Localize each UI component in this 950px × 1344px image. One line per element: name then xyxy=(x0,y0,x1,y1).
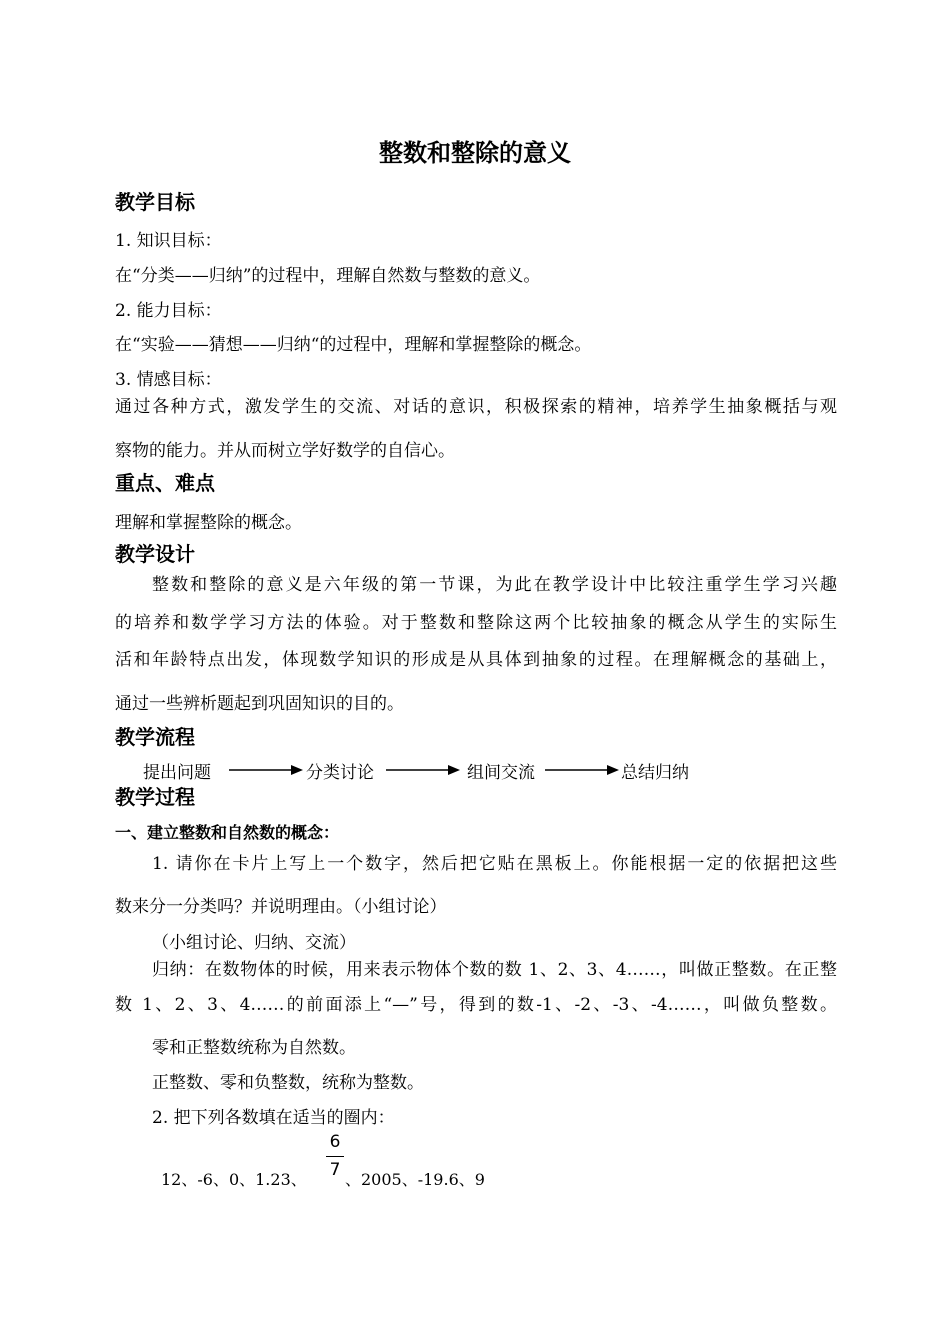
part-1-title: 一、建立整数和自然数的概念： xyxy=(115,823,340,842)
design-heading: 教学设计 xyxy=(115,542,195,566)
fraction-bar xyxy=(326,1156,344,1157)
question-1-line-1: 1. 请你在卡片上写上一个数字，然后把它贴在黑板上。你能根据一定的依据把这些 xyxy=(152,854,837,874)
knowledge-goal-text: 在“分类——归纳”的过程中，理解自然数与整数的意义。 xyxy=(115,266,541,286)
design-line-4: 通过一些辨析题起到巩固知识的目的。 xyxy=(115,694,404,714)
numbers-list-end: 、2005、-19.6、9 xyxy=(345,1170,485,1189)
fraction xyxy=(326,1132,344,1180)
flow-heading: 教学流程 xyxy=(115,725,195,749)
flow-arrow-icon xyxy=(229,763,303,777)
activity-note: （小组讨论、归纳、交流） xyxy=(152,933,356,953)
fraction-denominator: 7 xyxy=(329,1160,341,1180)
flow-step-2: 分类讨论 xyxy=(306,763,374,783)
emotion-goal-line-1: 通过各种方式，激发学生的交流、对话的意识，积极探索的精神，培养学生抽象概括与观 xyxy=(115,397,837,417)
key-points-text: 理解和掌握整除的概念。 xyxy=(115,513,302,533)
key-points-heading: 重点、难点 xyxy=(115,471,215,495)
page-title: 整数和整除的意义 xyxy=(379,139,571,167)
integer-definition: 正整数、零和负整数，统称为整数。 xyxy=(152,1073,424,1093)
question-1-line-2: 数来分一分类吗？并说明理由。（小组讨论） xyxy=(115,897,447,917)
ability-goal-label: 2. 能力目标： xyxy=(115,301,222,321)
flow-arrow-icon xyxy=(386,763,460,777)
process-heading: 教学过程 xyxy=(115,785,195,809)
flow-step-1: 提出问题 xyxy=(143,763,211,783)
summary-line-2: 数 1、2、3、4……的前面添上“—”号，得到的数-1、-2、-3、-4……，叫做负整数。 xyxy=(115,995,837,1015)
design-line-1: 整数和整除的意义是六年级的第一节课，为此在教学设计中比较注重学生学习兴趣 xyxy=(152,575,837,595)
design-line-2: 的培养和数学学习方法的体验。对于整数和整除这两个比较抽象的概念从学生的实际生 xyxy=(115,613,837,633)
ability-goal-text: 在“实验——猜想——归纳“的过程中，理解和掌握整除的概念。 xyxy=(115,335,592,355)
question-2: 2. 把下列各数填在适当的圈内： xyxy=(152,1108,395,1128)
goals-heading: 教学目标 xyxy=(115,190,195,214)
emotion-goal-line-2: 察物的能力。并从而树立学好数学的自信心。 xyxy=(115,441,455,461)
design-line-3: 活和年龄特点出发，体现数学知识的形成是从具体到抽象的过程。在理解概念的基础上， xyxy=(115,650,837,670)
fraction-numerator: 6 xyxy=(329,1132,341,1152)
knowledge-goal-label: 1. 知识目标： xyxy=(115,231,222,251)
flow-step-3: 组间交流 xyxy=(467,763,535,783)
emotion-goal-label: 3. 情感目标： xyxy=(115,370,222,390)
teaching-flow xyxy=(0,757,950,783)
summary-line-1: 归纳：在数物体的时候，用来表示物体个数的数 1、2、3、4……，叫做正整数。在正整 xyxy=(152,960,837,980)
flow-step-4: 总结归纳 xyxy=(621,763,689,783)
natural-number-definition: 零和正整数统称为自然数。 xyxy=(152,1038,356,1058)
flow-arrow-icon xyxy=(545,763,619,777)
numbers-list-start: 12、-6、0、1.23、 xyxy=(161,1170,307,1189)
